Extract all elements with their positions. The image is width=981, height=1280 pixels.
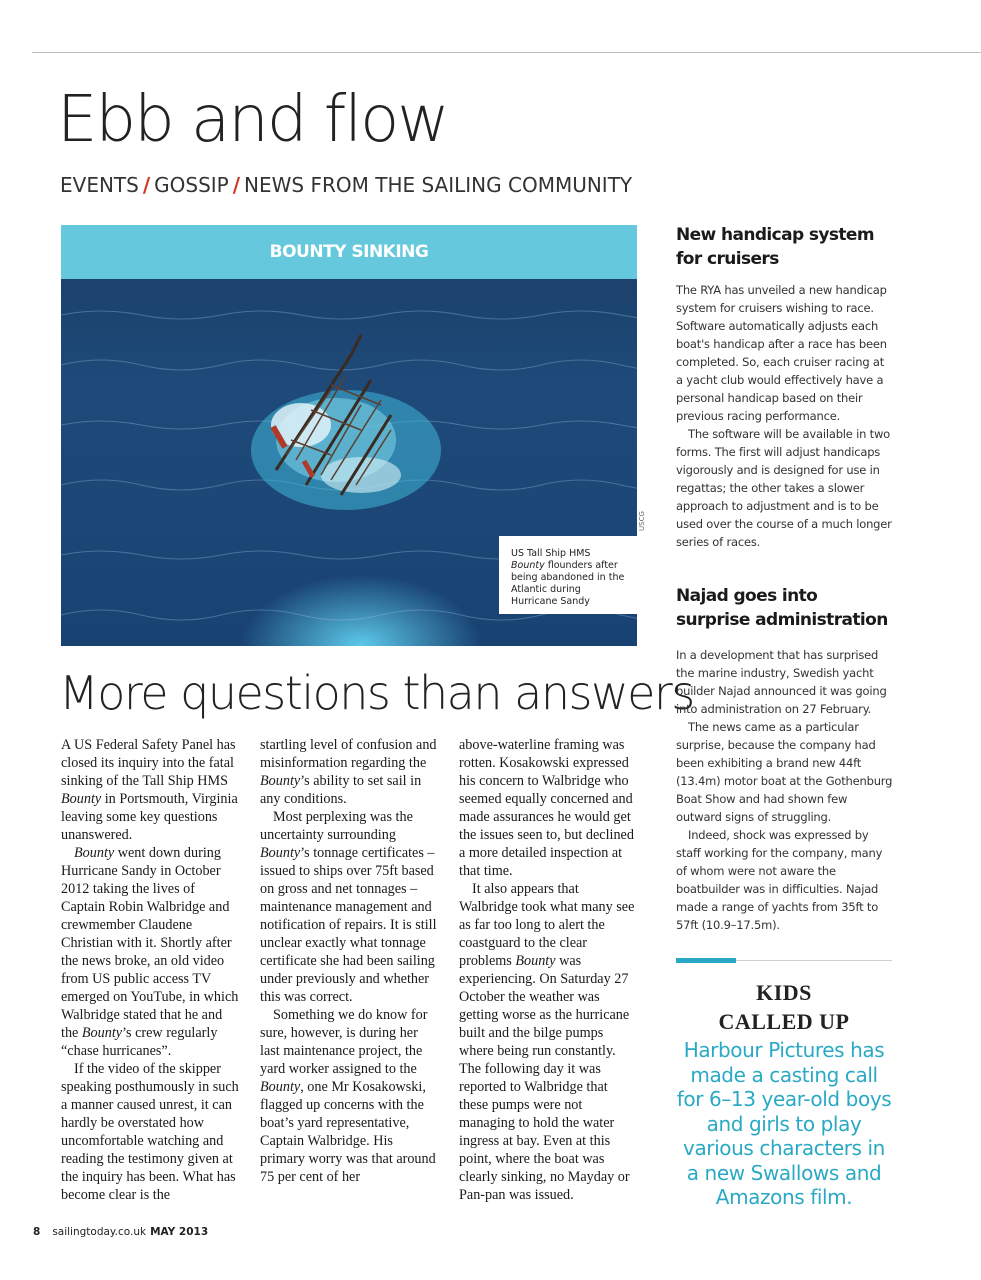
- kids-title-line: CALLED UP: [718, 1009, 850, 1034]
- article-paragraph: above-waterline framing was rotten. Kosakowski expressed his concern to Walbridge who seemed equally concerned and made assurances he would get the issues seen to, but declined a more detailed inspection at that time.: [459, 737, 634, 879]
- article-paragraph: Most perplexing was the uncertainty surrounding Bounty’s tonnage certificates – issued to ships over 75ft based on gross and net tonnages – maintenance management and notification of repairs. It is still unclear exactly what tonnage certificate she had been sailing under previously and whether this was correct.: [260, 809, 437, 1005]
- article-paragraph: Bounty went down during Hurricane Sandy in October 2012 taking the lives of Captain Robin Walbridge and crewmember Claudene Christian with it. Shortly after the news broke, an old video from US public access TV emerged on YouTube, in which Walbridge stated that he and the Bounty’s crew regularly “chase hurricanes”.: [61, 845, 239, 1059]
- subtitle-separator: /: [232, 173, 241, 197]
- caption-text: US Tall Ship HMS: [511, 548, 591, 559]
- article-paragraph: If the video of the skipper speaking posthumously in such a manner caused unrest, it can hardly be overstated how uncomfortable watching and reading the testimony given at the inquiry has been. What has become clear is the: [61, 1061, 239, 1203]
- article-column-1: [61, 736, 241, 1204]
- bounty-photo: [61, 225, 637, 646]
- article-paragraph: Something we do know for sure, however, is during her last maintenance project, the yard worker assigned to the Bounty, one Mr Kosakowski, flagged up concerns with the boat’s yard representative, Captain Walbridge. His primary worry was that around 75 per cent of her: [260, 1007, 436, 1185]
- footer-issue: MAY 2013: [150, 1226, 209, 1238]
- kids-title-line: KIDS: [756, 980, 812, 1005]
- photo-caption: [499, 536, 637, 614]
- story-heading: New handicap system for cruisers: [676, 225, 874, 269]
- article-paragraph: startling level of confusion and misinformation regarding the Bounty’s ability to set sail in any conditions.: [260, 737, 437, 807]
- story-heading: Najad goes into surprise administration: [676, 586, 888, 630]
- article-headline: More questions than answers: [59, 666, 694, 720]
- story-paragraph: The news came as a particular surprise, because the company had been exhibiting a brand new 44ft (13.4m) motor boat at the Gothenburg Boat Show and had shown few outward signs of struggling.: [676, 720, 893, 824]
- footer-website: sailingtoday.co.uk: [52, 1226, 147, 1238]
- story-paragraph: The RYA has unveiled a new handicap system for cruisers wishing to race. Software automatically adjusts each boat's handicap after a race has been completed. So, each cruiser racing at a yacht club would effectively have a personal handicap based on their previous racing performance.: [676, 283, 887, 423]
- article-paragraph: A US Federal Safety Panel has closed its inquiry into the fatal sinking of the Tall Ship HMS Bounty in Portsmouth, Virginia leaving some key questions unanswered.: [61, 737, 238, 843]
- photo-credit: USCG: [638, 511, 646, 531]
- section-subtitle: [60, 173, 632, 197]
- article-column-3: [459, 736, 639, 1204]
- story-paragraph: The software will be available in two forms. The first will adjust handicaps vigorously and is designed for use in regattas; the other takes a slower approach to adjustment and is to be used over the course of a much longer series of races.: [676, 427, 892, 549]
- story-paragraph: Indeed, shock was expressed by staff working for the company, many of whom were not aware the boatbuilder was in difficulties. Najad made a range of yachts from 35ft to 57ft (10.9–17.5m).: [676, 828, 883, 932]
- page-footer: [33, 1226, 208, 1238]
- photo-banner: [61, 225, 637, 279]
- story-paragraph: In a development that has surprised the marine industry, Swedish yacht builder Najad announced it was going into administration on 27 February.: [676, 648, 887, 716]
- subtitle-gossip: GOSSIP: [154, 173, 229, 197]
- top-rule: [32, 52, 981, 53]
- page-number: 8: [33, 1226, 41, 1238]
- subtitle-separator: /: [142, 173, 151, 197]
- photo-banner-label: BOUNTY SINKING: [269, 242, 429, 262]
- sidebar-story-najad: [676, 584, 894, 934]
- sidebar-story-handicap: [676, 223, 894, 551]
- section-title: Ebb and flow: [57, 83, 448, 157]
- kids-title: [676, 978, 892, 1036]
- article-paragraph: It also appears that Walbridge took what many see as far too long to alert the coastguard to the clear problems Bounty was experiencing. On Saturday 27 October the weather was getting worse as the hurricane built and the bilge pumps where being run constantly. The following day it was reported to Walbridge that these pumps were not managing to hold the water ingress at bay. Even at this point, where the boat was clearly sinking, no Mayday or Pan-pan was issued.: [459, 881, 635, 1203]
- kids-body: Harbour Pictures has made a casting call for 6–13 year-old boys and girls to play various characters in a new Swallows and Amazons film.: [676, 1038, 892, 1209]
- article-column-2: [260, 736, 440, 1186]
- kids-accent-bar: [676, 958, 736, 963]
- subtitle-events: EVENTS: [60, 173, 139, 197]
- caption-text: flounders after being abandoned in the Atlantic during Hurricane Sandy: [511, 560, 625, 607]
- subtitle-news: NEWS FROM THE SAILING COMMUNITY: [244, 173, 633, 197]
- caption-ship-name: Bounty: [511, 560, 545, 571]
